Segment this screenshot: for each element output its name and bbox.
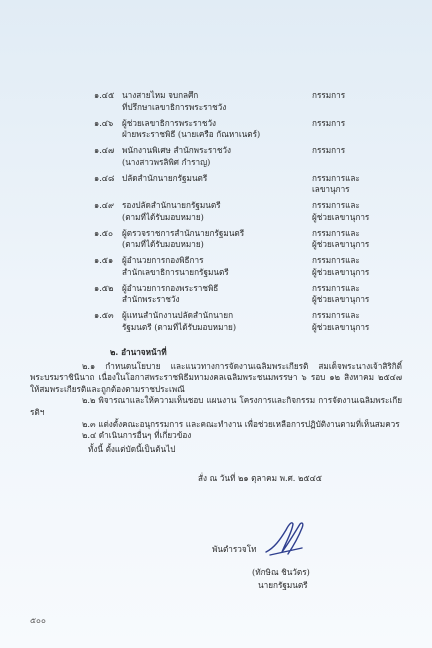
member-row (94, 173, 404, 196)
role-line: ผู้ช่วยเลขานุการ (312, 266, 370, 277)
member-description (122, 255, 312, 278)
closing-statement: ทั้งนี้ ตั้งแต่บัดนี้เป็นต้นไป (88, 443, 176, 454)
role-line: ผู้ช่วยเลขานุการ (312, 211, 370, 222)
role-line: กรรมการและ (312, 255, 360, 265)
role-line: กรรมการและ (312, 310, 360, 320)
member-line: (นางสาวพรลิพิศ กำราญ) (122, 156, 211, 167)
page-number: ๕๐๐ (30, 616, 46, 625)
member-number: ๑.๔๗ (94, 145, 115, 155)
member-line: ผู้ช่วยเลขาธิการพระราชวัง (122, 117, 217, 128)
member-line: ผู้อำนวยการกองพิธีการ (122, 255, 204, 265)
member-line: ฝ่ายพระราชพิธี (นายเครือ กัณหาเนตร์) (122, 129, 261, 139)
member-description (122, 118, 312, 141)
member-description (122, 228, 312, 251)
member-description (122, 200, 312, 223)
member-line: ปลัดสำนักนายกรัฐมนตรี (122, 172, 208, 183)
member-line: นางสายไหม จบกลศึก (122, 90, 199, 100)
handwritten-signature (262, 518, 308, 558)
role-line: กรรมการและ (312, 227, 360, 238)
duty-paragraph: ๒.๒ พิจารณาและให้ความเห็นชอบ แผนงาน โครงการและกิจกรรม การจัดงานเฉลิมพระเกียรติฯ (30, 395, 402, 417)
member-line: สำนักพระราชวัง (122, 294, 180, 304)
member-role (312, 228, 402, 251)
duty-paragraph: ๒.๑ กำหนดนโยบาย และแนวทางการจัดงานเฉลิมพระเกียรติ สมเด็จพระนางเจ้าสิริกิติ์ พระบรมราชินีนาถ เนื่องในโอกาสพระราชพิธีมหามงคลเฉลิมพระชนมพรรษา ๖ รอบ ๑๒ สิงหาคม ๒๕๔๗ ให้สมพระเกียรติและถูกต้องตามราชประเพณี (30, 360, 402, 394)
signature-rank-label: พันตำรวจโท (212, 544, 257, 554)
member-role (312, 310, 402, 333)
member-line: รัฐมนตรี (ตามที่ได้รับมอบหมาย) (122, 321, 237, 332)
member-number: ๑.๔๘ (94, 172, 115, 183)
member-line: ผู้แทนสำนักงานปลัดสำนักนายก (122, 310, 234, 320)
member-line: (ตามที่ได้รับมอบหมาย) (122, 211, 204, 222)
duties-section (30, 347, 402, 455)
member-line: พนักงานพิเศษ สำนักพระราชวัง (122, 145, 232, 155)
member-number: ๑.๔๖ (94, 117, 114, 128)
member-line: ผู้ตรวจราชการสำนักนายกรัฐมนตรี (122, 227, 245, 238)
member-row (94, 145, 404, 168)
member-role (312, 283, 402, 306)
member-row (94, 90, 404, 113)
member-description (122, 145, 312, 168)
duty-paragraph: ๒.๓ แต่งตั้งคณะอนุกรรมการ และคณะทำงาน เพื่อช่วยเหลือการปฏิบัติงานตามที่เห็นสมควร (82, 418, 400, 429)
role-line: ผู้ช่วยเลขานุการ (312, 321, 370, 332)
member-row (94, 200, 404, 223)
member-row (94, 255, 404, 278)
member-row (94, 310, 404, 333)
member-line: สำนักเลขาธิการนายกรัฐมนตรี (122, 266, 229, 277)
signer-name: (ทักษิณ ชินวัตร) (252, 567, 310, 577)
member-line: ที่ปรึกษาเลขาธิการพระราชวัง (122, 101, 227, 112)
role-line: กรรมการ (312, 145, 346, 155)
role-line: กรรมการ (312, 90, 346, 100)
role-line: ผู้ช่วยเลขานุการ (312, 294, 370, 304)
member-description (122, 283, 312, 306)
member-description (122, 173, 312, 196)
member-role (312, 118, 402, 141)
member-line: (ตามที่ได้รับมอบหมาย) (122, 239, 204, 249)
member-number: ๑.๕๓ (94, 310, 114, 320)
signed-date: สั่ง ณ วันที่ ๒๑ ตุลาคม พ.ศ. ๒๕๔๕ (198, 473, 322, 483)
role-line: ผู้ช่วยเลขานุการ (312, 239, 370, 249)
member-role (312, 200, 402, 223)
member-number: ๑.๔๕ (94, 90, 115, 100)
member-role (312, 173, 402, 196)
role-line: กรรมการและ (312, 172, 360, 183)
member-number: ๑.๕๐ (94, 227, 113, 238)
member-number: ๑.๕๑ (94, 255, 114, 265)
role-line: กรรมการและ (312, 200, 360, 210)
member-role (312, 255, 402, 278)
member-line: รองปลัดสำนักนายกรัฐมนตรี (122, 200, 221, 210)
role-line: เลขานุการ (312, 184, 350, 194)
committee-member-list (94, 90, 404, 338)
member-line: ผู้อำนวยการกองพระราชพิธี (122, 282, 219, 293)
member-number: ๑.๕๒ (94, 282, 114, 293)
member-description (122, 90, 312, 113)
role-line: กรรมการ (312, 117, 346, 128)
role-line: กรรมการและ (312, 282, 360, 293)
signer-title: นายกรัฐมนตรี (258, 580, 308, 590)
member-row (94, 283, 404, 306)
duty-paragraph: ๒.๔ ดำเนินการอื่นๆ ที่เกี่ยวข้อง (82, 430, 192, 441)
member-role (312, 145, 402, 168)
member-row (94, 118, 404, 141)
member-number: ๑.๔๙ (94, 200, 114, 210)
member-role (312, 90, 402, 113)
member-description (122, 310, 312, 333)
member-row (94, 228, 404, 251)
section-title: ๒. อำนาจหน้าที่ (110, 347, 167, 357)
